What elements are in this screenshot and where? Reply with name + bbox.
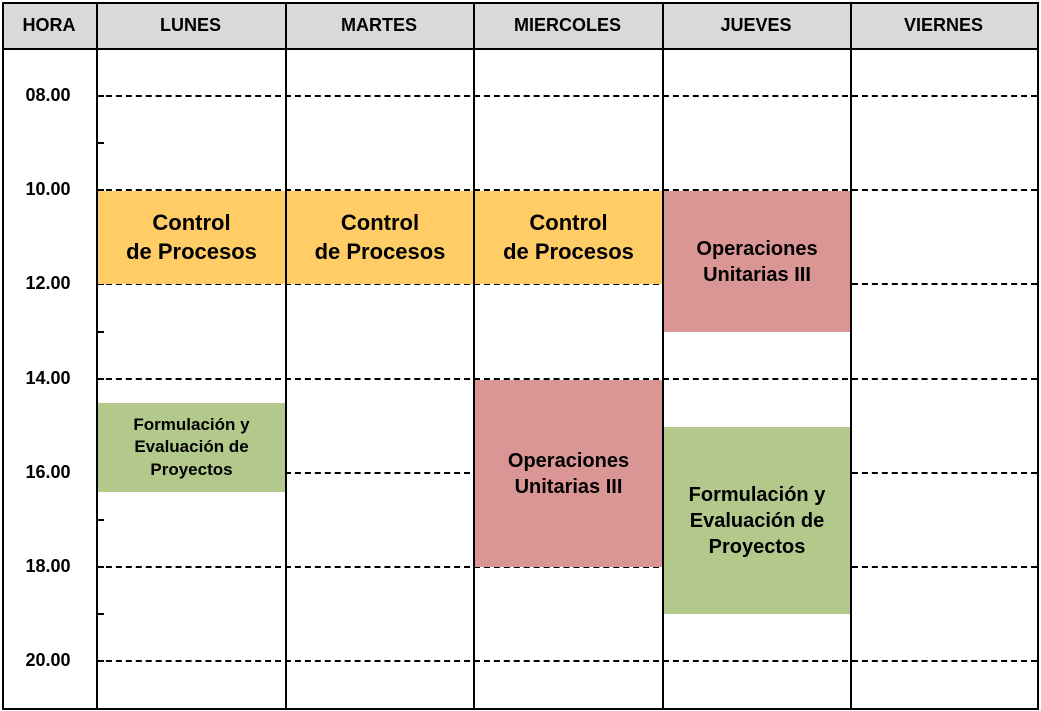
- header-hora: HORA: [2, 2, 96, 48]
- column-border: [285, 2, 287, 709]
- column-border: [1037, 2, 1039, 709]
- table-border: [2, 708, 1039, 710]
- hour-label: 12.00: [25, 273, 71, 293]
- class-block[interactable]: [98, 191, 285, 284]
- column-border: [662, 2, 664, 709]
- column-border: [96, 2, 98, 709]
- hour-label: 10.00: [25, 179, 71, 199]
- column-border: [850, 2, 852, 709]
- class-title: Operaciones Unitarias III: [696, 237, 818, 286]
- column-border: [2, 2, 4, 709]
- class-title: Formulación y Evaluación de Proyectos: [133, 415, 250, 479]
- class-title: Control de Procesos: [126, 209, 257, 264]
- header-lunes: LUNES: [96, 2, 285, 48]
- class-title: Control de Procesos: [314, 209, 446, 264]
- class-block[interactable]: [287, 191, 473, 284]
- hour-line: [96, 95, 1037, 97]
- class-title: Operaciones Unitarias III: [507, 449, 630, 498]
- hour-label: 08.00: [25, 85, 71, 105]
- header-miercoles: MIERCOLES: [473, 2, 662, 48]
- header-bottom-border: [2, 48, 1039, 50]
- header-viernes: VIERNES: [850, 2, 1037, 48]
- hour-label: 16.00: [25, 462, 71, 482]
- class-block[interactable]: [475, 191, 662, 284]
- class-title: Formulación y Evaluación de Proyectos: [688, 483, 826, 558]
- table-border: [2, 2, 1039, 4]
- hour-line: [96, 660, 1037, 662]
- class-block[interactable]: [664, 427, 850, 614]
- header-jueves: JUEVES: [662, 2, 850, 48]
- class-title: Control de Procesos: [503, 209, 634, 264]
- header-martes: MARTES: [285, 2, 473, 48]
- class-block[interactable]: [98, 403, 285, 492]
- hour-label: 14.00: [25, 368, 71, 388]
- column-border: [473, 2, 475, 709]
- class-block[interactable]: [475, 380, 662, 567]
- hour-label: 18.00: [25, 556, 71, 576]
- hour-label: 20.00: [25, 650, 71, 670]
- class-block[interactable]: [664, 191, 850, 332]
